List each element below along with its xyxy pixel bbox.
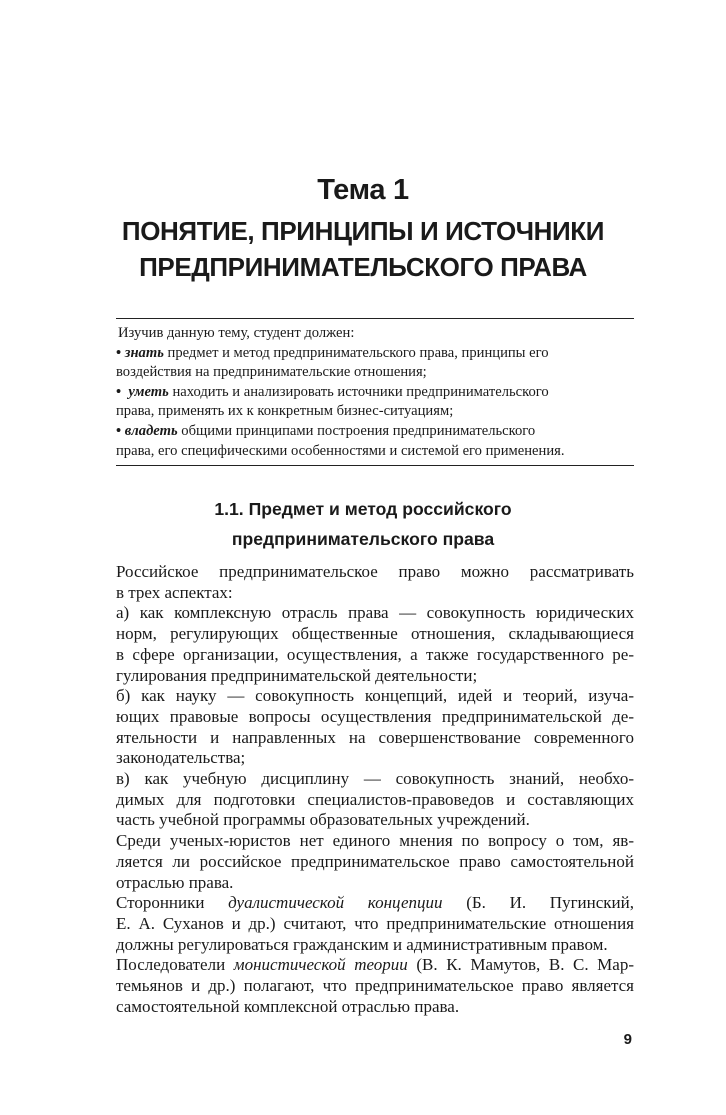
text-line: в сфере организации, осуществления, а также государственного ре- <box>116 644 634 664</box>
text-line: должны регулироваться гражданским и административным правом. <box>116 934 608 954</box>
text-line: ятельности и направленных на совершенствование современного <box>116 727 634 747</box>
emphasis: дуалистической концепции <box>228 893 443 913</box>
text-line: Среди ученых-юристов нет единого мнения по вопросу о том, яв- <box>116 831 634 851</box>
section-heading <box>0 494 726 554</box>
learning-objectives <box>116 324 634 461</box>
page-number: 9 <box>623 1031 632 1048</box>
bullet: • <box>116 383 122 400</box>
text-line: Российское предпринимательское право можно рассматривать <box>116 562 634 581</box>
bullet: • <box>116 422 122 439</box>
bullet: • <box>116 344 122 361</box>
paragraph <box>116 893 634 955</box>
text-line: темьянов и др.) полагают, что предпринимательское право является <box>116 976 634 996</box>
objective-item-cont: права, его специфическими особенностями и системой его применения. <box>116 442 565 459</box>
section-heading-line: 1.1. Предмет и метод российского <box>214 499 512 519</box>
text-line: а) как комплексную отрасль права — совокупность юридических <box>116 603 634 623</box>
top-divider <box>116 318 634 319</box>
paragraph <box>116 831 634 893</box>
objective-item: • уметь находить и анализировать источники предпринимательского <box>116 383 549 400</box>
objective-keyword: владеть <box>124 422 178 439</box>
text-line: ющих правовые вопросы осуществления предпринимательской де- <box>116 706 634 726</box>
chapter-title <box>0 213 726 285</box>
text-line: отраслью права. <box>116 872 234 892</box>
objectives-intro: Изучив данную тему, студент должен: <box>118 325 355 341</box>
text-line: самостоятельной комплексной отраслью права. <box>116 996 460 1016</box>
chapter-title-line: ПРЕДПРИНИМАТЕЛЬСКОГО ПРАВА <box>139 252 587 282</box>
text-line: в трех аспектах: <box>116 582 233 602</box>
objective-item-cont: воздействия на предпринимательские отношения; <box>116 364 427 381</box>
emphasis: монистической теории <box>233 955 408 975</box>
paragraph <box>116 562 634 603</box>
paragraph <box>116 686 634 769</box>
chapter-number: Тема 1 <box>317 174 409 206</box>
objective-item-cont: права, применять их к конкретным бизнес-ситуациям; <box>116 403 454 420</box>
paragraph <box>116 769 634 831</box>
paragraph <box>116 955 634 1017</box>
text-line: законодательства; <box>116 748 246 768</box>
text-line: ляется ли российское предпринимательское право самостоятельной <box>116 851 634 871</box>
objective-item: • знать предмет и метод предпринимательского права, принципы его <box>116 344 549 361</box>
chapter-title-line: ПОНЯТИЕ, ПРИНЦИПЫ И ИСТОЧНИКИ <box>121 216 605 246</box>
paragraph <box>116 603 634 686</box>
body-text <box>116 562 634 1017</box>
text-line: Сторонники дуалистической концепции (Б. И. Пугинский, <box>116 893 634 913</box>
text-line: б) как науку — совокупность концепций, идей и теорий, изуча- <box>116 686 634 706</box>
bottom-divider <box>116 465 634 466</box>
text-line: часть учебной программы образовательных учреждений. <box>116 810 530 830</box>
text-line: димых для подготовки специалистов-правоведов и составляющих <box>116 789 634 809</box>
text-line: в) как учебную дисциплину — совокупность знаний, необхо- <box>116 769 634 789</box>
text-line: Последователи монистической теории (В. К. Мамутов, В. С. Мар- <box>116 955 634 975</box>
text-line: норм, регулирующих общественные отношения, складывающиеся <box>116 624 634 644</box>
objective-keyword: уметь <box>128 383 169 400</box>
objective-item: • владеть общими принципами построения предпринимательского <box>116 422 536 439</box>
text-line: гулирования предпринимательской деятельности; <box>116 665 478 685</box>
section-heading-line: предпринимательского права <box>231 529 495 549</box>
objective-keyword: знать <box>124 344 164 361</box>
text-line: Е. А. Суханов и др.) считают, что предпринимательские отношения <box>116 913 634 933</box>
